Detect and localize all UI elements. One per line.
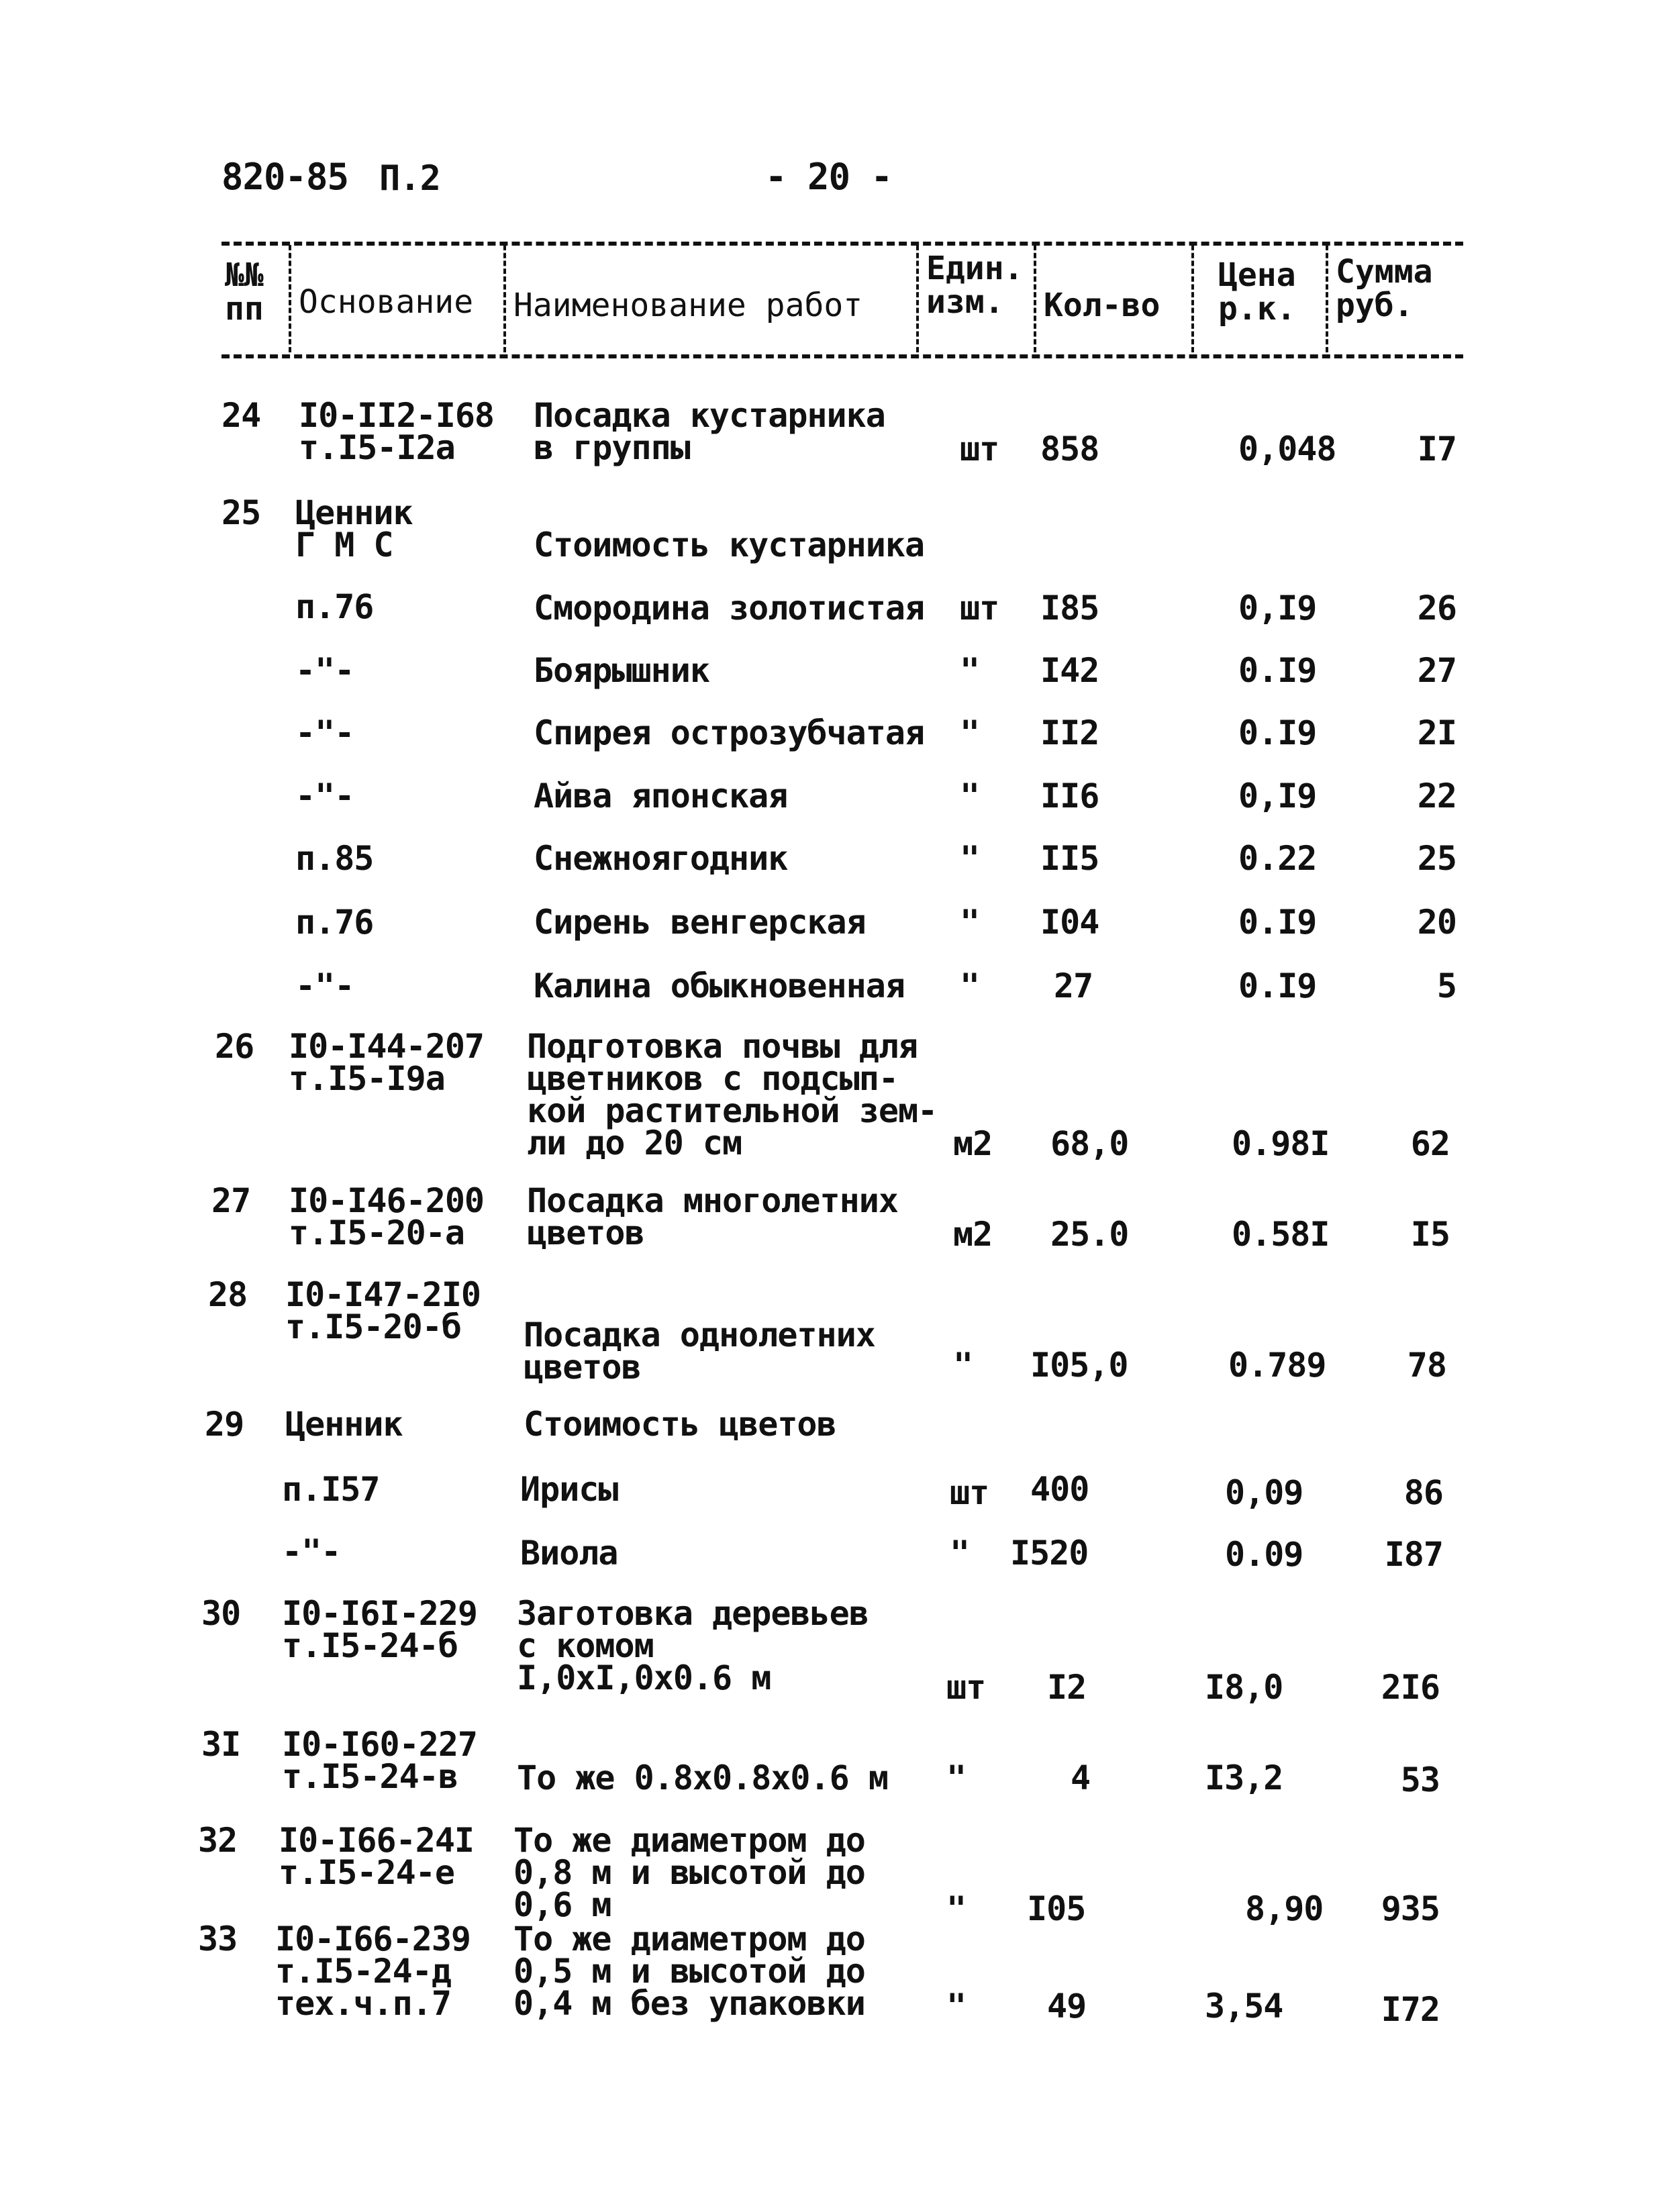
row-sum: 22: [1417, 777, 1456, 815]
row-name: Заготовка деревьев с комом I,0xI,0x0.6 м: [517, 1594, 869, 1697]
row-qty: II6: [1040, 777, 1099, 815]
row-basis: I0-I6I-229 т.I5-24-б: [282, 1594, 478, 1665]
row-name: Боярышник: [534, 651, 709, 690]
row-sum: 25: [1417, 839, 1456, 878]
row-name: Сирень венгерская: [534, 903, 866, 942]
col-divider: [1326, 245, 1328, 352]
row-basis: I0-I66-239 т.I5-24-д тех.ч.п.7: [275, 1920, 471, 2023]
row-qty: II5: [1040, 839, 1099, 878]
row-num: 29: [205, 1405, 244, 1444]
row-sum: 5: [1436, 966, 1456, 1005]
col-divider: [503, 245, 506, 352]
row-basis: -"-: [282, 1532, 341, 1571]
row-num: 24: [221, 396, 261, 435]
row-name: Стоимость кустарника: [534, 526, 925, 564]
row-sum: 27: [1417, 651, 1456, 690]
row-basis: Ценник Г М С: [295, 493, 413, 564]
row-name: То же диаметром до 0,8 м и высотой до 0,6 м: [513, 1821, 865, 1924]
row-name: Посадка многолетних цветов: [527, 1181, 898, 1252]
row-name: То же 0.8x0.8x0.6 м: [517, 1758, 888, 1797]
row-unit: ": [960, 713, 980, 752]
row-basis: -"-: [295, 713, 354, 752]
row-unit: м2: [953, 1215, 993, 1254]
row-basis: п.76: [295, 587, 374, 626]
row-sum: I7: [1417, 430, 1456, 468]
row-basis: I0-I47-2I0 т.I5-20-б: [285, 1275, 481, 1346]
row-unit: шт: [960, 589, 999, 628]
row-qty: I2: [1047, 1668, 1087, 1707]
row-unit: ": [946, 1889, 967, 1928]
row-unit: шт: [960, 430, 999, 468]
document-code: 820-85: [221, 156, 349, 198]
row-price: 0.I9: [1238, 966, 1317, 1005]
row-name: Посадка кустарника в группы: [534, 396, 885, 467]
row-unit: ": [960, 651, 980, 690]
row-sum: 62: [1410, 1124, 1450, 1163]
row-unit: ": [960, 777, 980, 815]
row-qty: 25.0: [1050, 1215, 1129, 1254]
row-price: 0,I9: [1238, 589, 1317, 628]
row-name: Калина обыкновенная: [534, 966, 905, 1005]
page-number: - 20 -: [765, 156, 893, 198]
row-basis: п.I57: [282, 1470, 380, 1509]
row-price: 8,90: [1245, 1889, 1324, 1928]
header-sum: Сумма руб.: [1336, 253, 1433, 324]
row-name: Посадка однолетних цветов: [524, 1315, 875, 1387]
row-unit: шт: [950, 1473, 989, 1512]
row-unit: м2: [953, 1124, 993, 1163]
row-unit: ": [960, 966, 980, 1005]
header-name: Наименование работ: [513, 287, 863, 324]
row-basis: I0-II2-I68 т.I5-I2а: [299, 396, 495, 467]
row-basis: -"-: [295, 651, 354, 690]
row-qty: 49: [1047, 1987, 1087, 2026]
row-basis: -"-: [295, 777, 354, 815]
row-sum: 2I6: [1381, 1668, 1440, 1707]
row-name: Смородина золотистая: [534, 589, 925, 628]
row-price: 3,54: [1205, 1987, 1283, 2026]
row-qty: I05,0: [1030, 1346, 1128, 1385]
header-top-rule: [221, 242, 1463, 246]
row-unit: ": [946, 1987, 967, 2026]
row-basis: I0-I46-200 т.I5-20-а: [289, 1181, 485, 1252]
header-basis: Основание: [299, 283, 474, 321]
row-unit: ": [960, 903, 980, 942]
col-divider: [916, 245, 919, 352]
col-divider: [1034, 245, 1036, 352]
document-part: П.2: [379, 158, 440, 199]
row-num: 26: [215, 1027, 254, 1066]
row-qty: 4: [1071, 1758, 1091, 1797]
row-price: 0.09: [1225, 1535, 1303, 1574]
row-basis: -"-: [295, 966, 354, 1005]
row-price: 0.789: [1228, 1346, 1326, 1385]
row-sum: 86: [1403, 1473, 1443, 1512]
row-sum: 935: [1381, 1889, 1440, 1928]
row-price: 0.98I: [1232, 1124, 1330, 1163]
row-basis: I0-I44-207 т.I5-I9а: [289, 1027, 485, 1098]
row-qty: I04: [1040, 903, 1099, 942]
header-unit: Един. изм.: [926, 250, 1024, 321]
row-num: 27: [211, 1181, 251, 1220]
row-unit: ": [960, 839, 980, 878]
row-basis: I0-I60-227 т.I5-24-в: [282, 1725, 478, 1796]
header-num: №№ пп: [225, 256, 264, 328]
row-name: Снежноягодник: [534, 839, 788, 878]
row-unit: ": [950, 1534, 970, 1573]
row-basis: Ценник: [285, 1405, 403, 1444]
row-sum: 26: [1417, 589, 1456, 628]
row-qty: I520: [1010, 1534, 1089, 1573]
col-divider: [289, 245, 291, 352]
row-num: 28: [208, 1275, 248, 1314]
row-price: 0,048: [1238, 430, 1336, 468]
header-qty: Кол-во: [1044, 287, 1160, 324]
row-name: Айва японская: [534, 777, 788, 815]
row-name: То же диаметром до 0,5 м и высотой до 0,4 м без упаковки: [513, 1920, 865, 2023]
row-sum: 20: [1417, 903, 1456, 942]
row-num: 32: [198, 1821, 238, 1860]
row-sum: 78: [1407, 1346, 1446, 1385]
row-price: 0,09: [1225, 1473, 1303, 1512]
row-sum: 2I: [1417, 713, 1456, 752]
row-price: 0.I9: [1238, 651, 1317, 690]
header-price: Цена р.к.: [1218, 256, 1296, 328]
header-bottom-rule: [221, 354, 1463, 358]
col-divider: [1191, 245, 1194, 352]
row-price: 0.I9: [1238, 713, 1317, 752]
row-num: 33: [198, 1920, 238, 1958]
row-name: Виола: [520, 1534, 618, 1573]
row-num: 30: [201, 1594, 241, 1633]
row-unit: шт: [946, 1668, 986, 1707]
row-name: Ирисы: [520, 1470, 618, 1509]
row-sum: I87: [1384, 1535, 1443, 1574]
row-price: 0.I9: [1238, 903, 1317, 942]
row-qty: 858: [1040, 430, 1099, 468]
row-qty: I42: [1040, 651, 1099, 690]
row-price: 0.22: [1238, 839, 1317, 878]
row-basis: п.85: [295, 839, 374, 878]
row-unit: ": [946, 1758, 967, 1797]
row-num: 3I: [201, 1725, 241, 1764]
row-qty: 27: [1054, 966, 1093, 1005]
row-unit: ": [953, 1346, 973, 1385]
row-basis: I0-I66-24I т.I5-24-е: [279, 1821, 475, 1892]
row-qty: 68,0: [1050, 1124, 1129, 1163]
row-qty: 400: [1030, 1470, 1089, 1509]
row-price: 0.58I: [1232, 1215, 1330, 1254]
row-sum: I72: [1381, 1990, 1440, 2029]
row-price: I8,0: [1205, 1668, 1283, 1707]
row-name: Подготовка почвы для цветников с подсып- кой растительной зем- ли до 20 см: [527, 1027, 938, 1162]
row-name: Спирея острозубчатая: [534, 713, 925, 752]
row-qty: II2: [1040, 713, 1099, 752]
row-basis: п.76: [295, 903, 374, 942]
row-sum: 53: [1400, 1760, 1440, 1799]
row-price: 0,I9: [1238, 777, 1317, 815]
row-name: Стоимость цветов: [524, 1405, 836, 1444]
row-num: 25: [221, 493, 261, 532]
row-sum: I5: [1410, 1215, 1450, 1254]
row-qty: I05: [1027, 1889, 1086, 1928]
row-price: I3,2: [1205, 1758, 1283, 1797]
row-qty: I85: [1040, 589, 1099, 628]
